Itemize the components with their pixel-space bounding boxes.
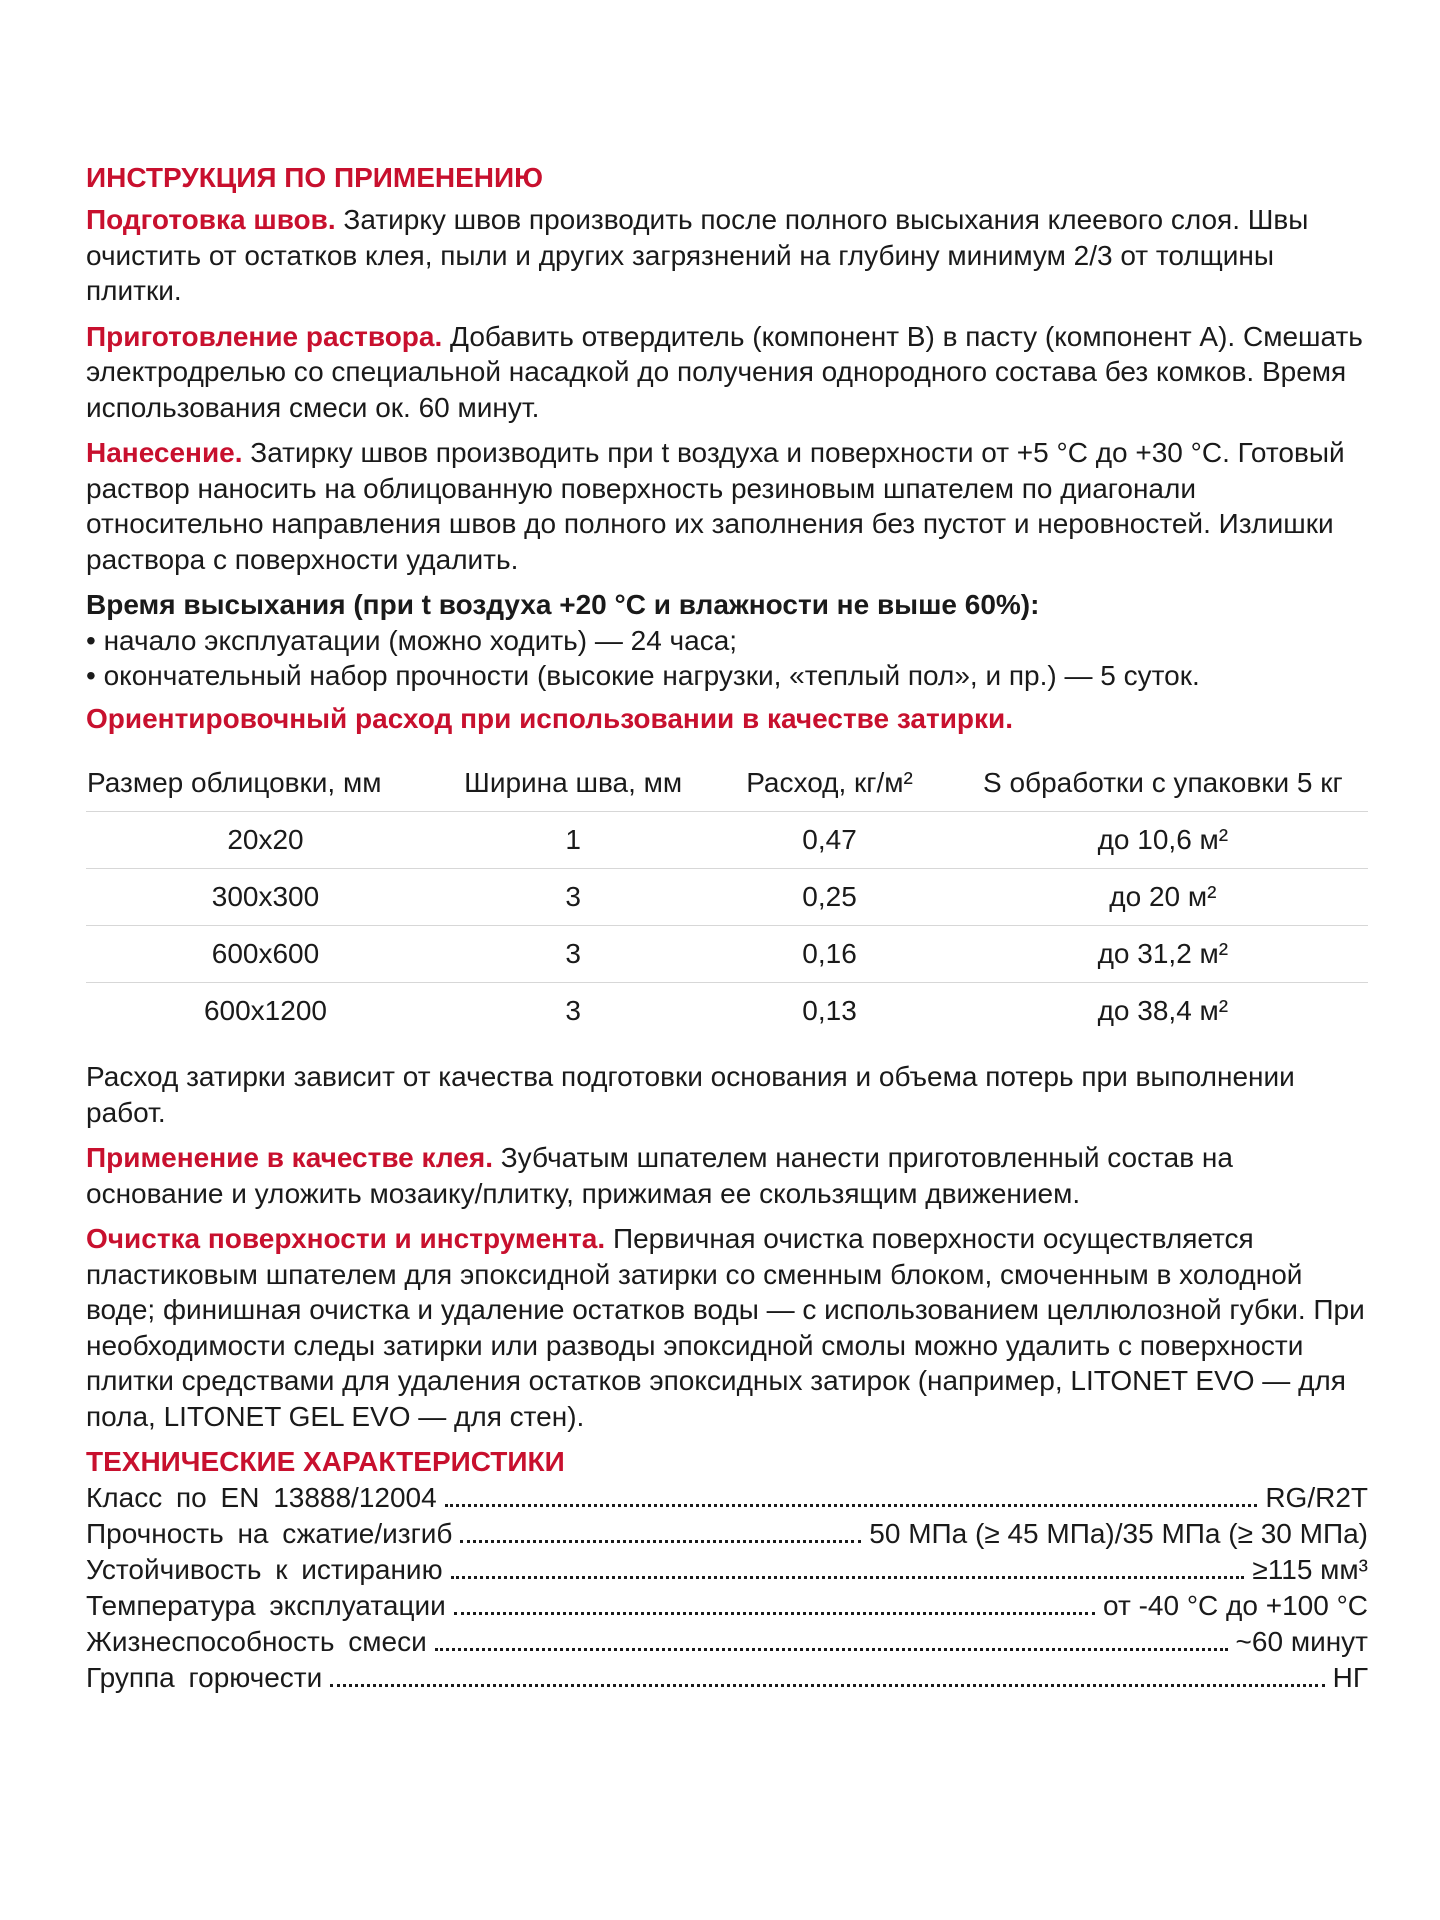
table-header-row	[86, 755, 1368, 812]
header-joint-width: Ширина шва, мм	[445, 755, 701, 812]
spec-value: от -40 °C до +100 °C	[1103, 1590, 1368, 1621]
spec-value: ≥115 мм³	[1252, 1554, 1368, 1585]
table-row	[86, 926, 1368, 983]
header-coverage: S обработки с упаковки 5 кг	[958, 755, 1368, 812]
spec-value: RG/R2T	[1265, 1482, 1368, 1513]
drying-item: • начало эксплуатации (можно ходить) — 24 часа;	[86, 625, 738, 656]
cell-coverage: до 31,2 м²	[958, 926, 1368, 983]
clean-lead: Очистка поверхности и инструмента.	[86, 1223, 606, 1254]
table-row	[86, 983, 1368, 1040]
cell-coverage: до 20 м²	[958, 869, 1368, 926]
apply-lead: Нанесение.	[86, 437, 243, 468]
prep-paragraph	[86, 202, 1368, 309]
header-tile-size: Размер облицовки, мм	[86, 755, 445, 812]
prep-lead: Подготовка швов.	[86, 204, 336, 235]
table-row	[86, 869, 1368, 926]
apply-paragraph	[86, 435, 1368, 577]
spec-label: Прочность на сжатие/изгиб	[86, 1518, 453, 1549]
cell-coverage: до 10,6 м²	[958, 812, 1368, 869]
dot-leader	[460, 1540, 861, 1543]
dot-leader	[435, 1648, 1228, 1651]
spec-row	[86, 1660, 1368, 1696]
consumption-table	[86, 755, 1368, 1039]
spec-value: НГ	[1332, 1662, 1368, 1693]
specs-title: ТЕХНИЧЕСКИЕ ХАРАКТЕРИСТИКИ	[86, 1446, 565, 1477]
cell-joint-width: 3	[445, 926, 701, 983]
spec-row	[86, 1624, 1368, 1660]
spec-label: Температура эксплуатации	[86, 1590, 446, 1621]
spec-value: 50 МПа (≥ 45 МПа)/35 МПа (≥ 30 МПа)	[869, 1518, 1368, 1549]
cell-joint-width: 1	[445, 812, 701, 869]
dot-leader	[330, 1684, 1324, 1687]
header-consumption: Расход, кг/м²	[701, 755, 957, 812]
dot-leader	[454, 1612, 1095, 1615]
cell-consumption: 0,16	[701, 926, 957, 983]
spec-label: Устойчивость к истиранию	[86, 1554, 443, 1585]
spec-label: Группа горючести	[86, 1662, 323, 1693]
apply-text: Затирку швов производить при t воздуха и поверхности от +5 °C до +30 °C. Готовый раствор наносить на облицованную поверхность резиновым шпателем по диагонали относительно направления швов до полного их заполнения без пустот и неровностей. Излишки раствора с поверхности удалить.	[86, 437, 1345, 575]
drying-item: • окончательный набор прочности (высокие нагрузки, «теплый пол», и пр.) — 5 суток.	[86, 660, 1200, 691]
spec-label: Жизнеспособность смеси	[86, 1626, 427, 1657]
cell-tile-size: 20х20	[86, 812, 445, 869]
dot-leader	[451, 1576, 1245, 1579]
glue-paragraph	[86, 1140, 1368, 1211]
spec-value: ~60 минут	[1235, 1626, 1368, 1657]
cell-tile-size: 600х600	[86, 926, 445, 983]
instructions-title: ИНСТРУКЦИЯ ПО ПРИМЕНЕНИЮ	[86, 162, 543, 193]
cell-joint-width: 3	[445, 869, 701, 926]
spec-label: Класс по EN 13888/12004	[86, 1482, 437, 1513]
spec-row	[86, 1588, 1368, 1624]
cell-joint-width: 3	[565, 995, 581, 1026]
spec-row	[86, 1480, 1368, 1516]
specs-list	[86, 1480, 1368, 1696]
cell-consumption: 0,13	[802, 995, 857, 1026]
clean-paragraph	[86, 1221, 1368, 1434]
document-content	[86, 160, 1368, 1696]
glue-text: Зубчатым шпателем нанести приготовленный состав на основание и уложить мозаику/плитку, прижимая ее скользящим движением.	[86, 1142, 1233, 1209]
mix-lead: Приготовление раствора.	[86, 320, 443, 352]
table-row	[86, 812, 1368, 869]
glue-lead: Применение в качестве клея.	[86, 1142, 493, 1173]
consumption-note: Расход затирки зависит от качества подготовки основания и объема потерь при выполнении работ.	[86, 1061, 1295, 1128]
clean-text: Первичная очистка поверхности осуществляется пластиковым шпателем для эпоксидной затирки со сменным блоком, смоченным в холодной воде; финишная очистка и удаление остатков воды — с использованием целлюлозной губки. При необходимости следы затирки или разводы эпоксидной смолы можно удалить с поверхности плитки средствами для удаления остатков эпоксидных затирок (например, LITONET EVO — для пола, LITONET GEL EVO — для стен).	[86, 1223, 1365, 1432]
spec-row	[86, 1516, 1368, 1552]
cell-coverage: до 38,4 м²	[1097, 995, 1229, 1026]
cell-tile-size: 600х1200	[203, 995, 327, 1026]
cell-consumption: 0,25	[701, 869, 957, 926]
spec-row	[86, 1552, 1368, 1588]
mix-text: Добавить отвердитель (компонент B) в пасту (компонент A). Смешать электродрелью со специальной насадкой до получения однородного состава без комков. Время использования смеси ок. 60 минут.	[86, 320, 1363, 423]
mix-paragraph	[86, 319, 1368, 426]
cell-tile-size: 300х300	[86, 869, 445, 926]
drying-title: Время высыхания (при t воздуха +20 °C и влажности не выше 60%):	[86, 589, 1040, 620]
prep-text: Затирку швов производить после полного высыхания клеевого слоя. Швы очистить от остатков клея, пыли и других загрязнений на глубину минимум 2/3 от толщины плитки.	[86, 204, 1309, 306]
dot-leader	[445, 1504, 1258, 1507]
consumption-title: Ориентировочный расход при использовании в качестве затирки.	[86, 703, 1014, 734]
cell-consumption: 0,47	[701, 812, 957, 869]
